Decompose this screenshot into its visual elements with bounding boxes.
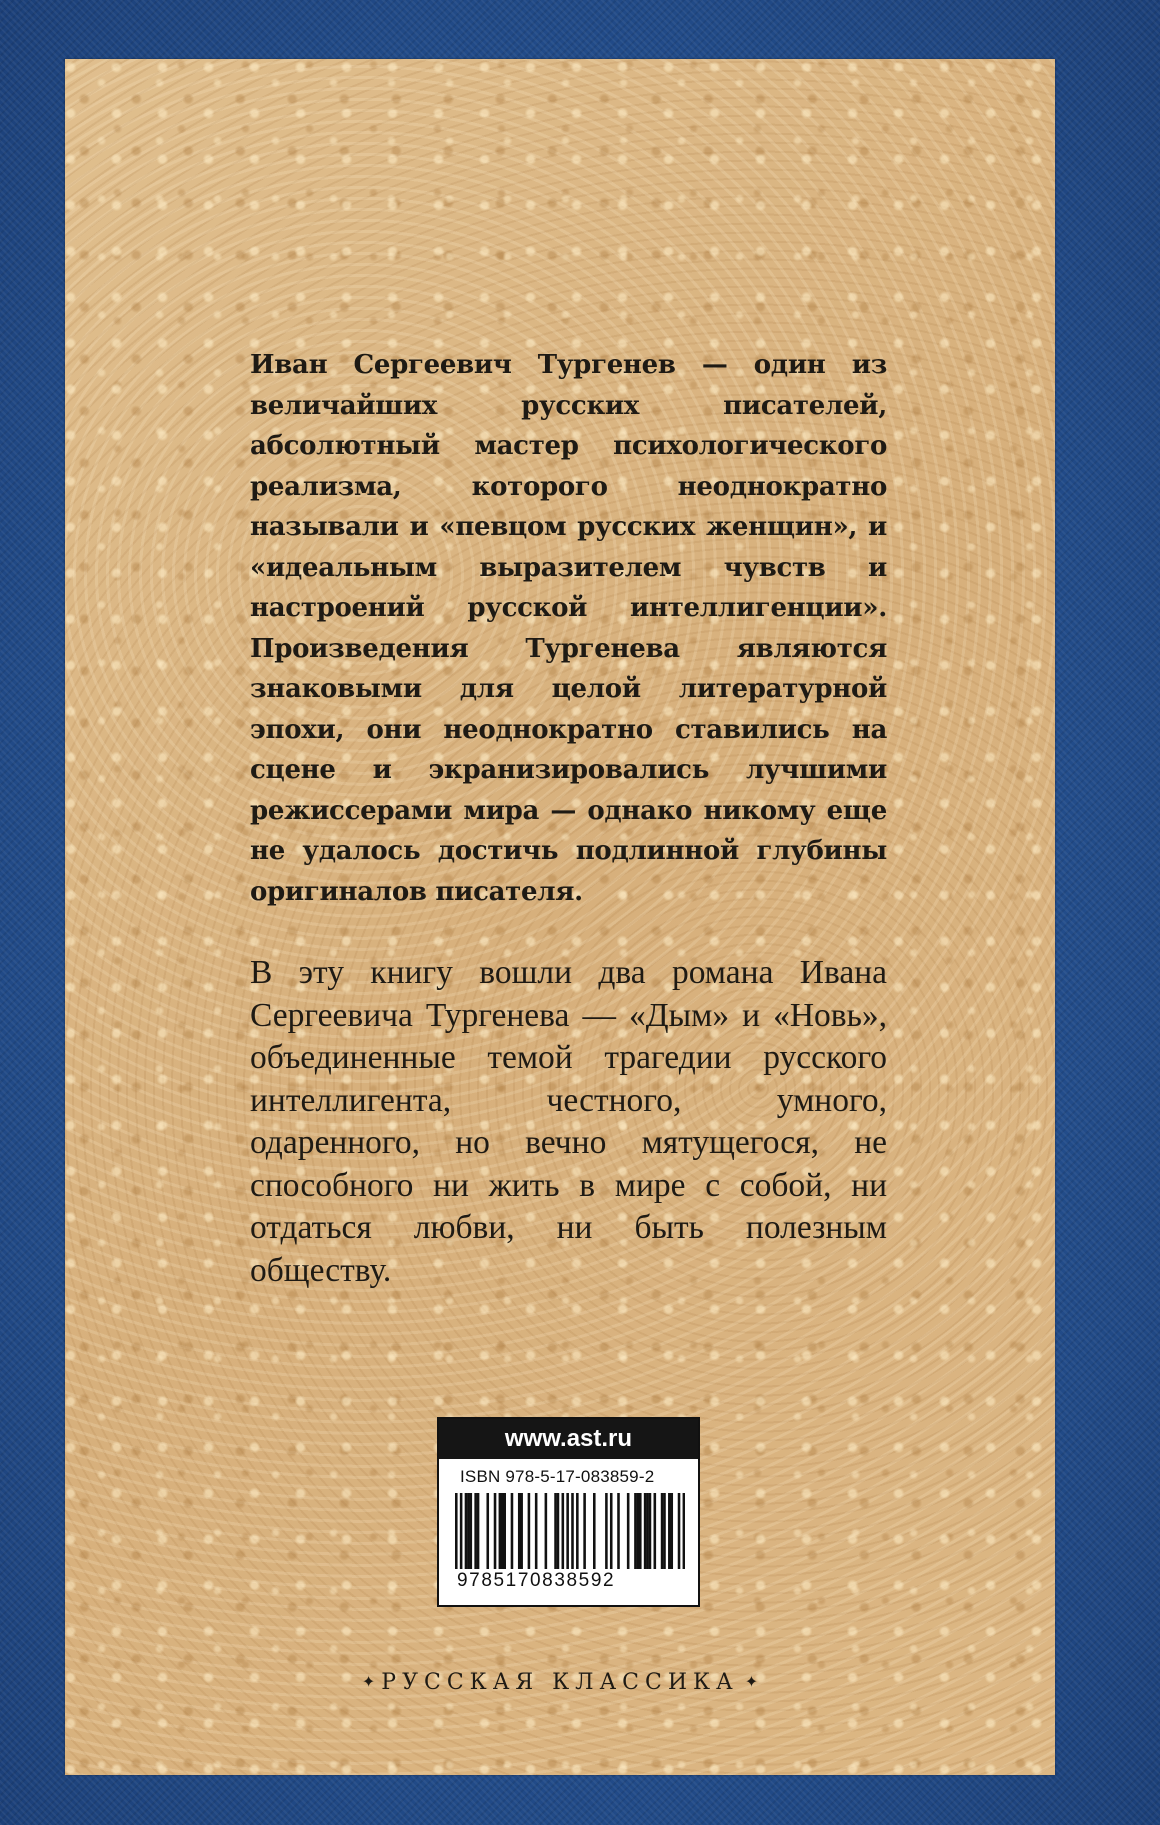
barcode-bar	[610, 1493, 613, 1569]
series-footer	[270, 1670, 850, 1695]
barcode-bar	[661, 1493, 664, 1569]
barcode-bar	[566, 1493, 569, 1569]
isbn-label: ISBN 978-5-17-083859-2	[460, 1467, 655, 1486]
barcode-bar	[637, 1493, 640, 1569]
barcode-bar	[649, 1493, 652, 1569]
barcode-bar	[470, 1493, 473, 1569]
barcode-bar	[518, 1493, 521, 1569]
barcode-block	[437, 1417, 700, 1607]
barcode-bar	[545, 1493, 548, 1569]
barcode-bar	[583, 1493, 586, 1569]
barcode-bar	[576, 1493, 579, 1569]
barcode-bar	[571, 1493, 574, 1569]
annotation-text	[250, 345, 887, 1292]
barcode-bar	[605, 1493, 608, 1569]
barcode-bar	[465, 1493, 468, 1569]
barcode-bar	[535, 1493, 538, 1569]
barcode-bar	[670, 1493, 673, 1569]
barcode-bar	[477, 1493, 480, 1569]
barcode-bar	[627, 1493, 630, 1569]
barcode-bar	[678, 1493, 681, 1569]
barcode-bar	[460, 1493, 463, 1569]
barcode-bar	[668, 1493, 671, 1569]
barcode-bar	[494, 1493, 497, 1569]
barcode-bar	[562, 1493, 565, 1569]
barcode-bar	[683, 1493, 685, 1569]
barcode-bar	[503, 1493, 506, 1569]
book-description: В эту книгу вошли два романа Ивана Сергеевича Тургенева — «Дым» и «Новь», объединенные темой трагедии русского интеллигента, честного, умного, одаренного, но вечно мятущегося, не способного ни жить в мире с собой, ни отдаться любви, ни быть полезным обществу.	[250, 954, 887, 1289]
barcode	[455, 1493, 685, 1569]
barcode-bar	[486, 1493, 489, 1569]
ornament-left-icon: ✦	[361, 1672, 376, 1691]
barcode-bar	[557, 1493, 560, 1569]
ornament-right-icon: ✦	[744, 1672, 759, 1691]
barcode-bar	[455, 1493, 458, 1569]
barcode-bar	[644, 1493, 647, 1569]
publisher-url: www.ast.ru	[439, 1419, 698, 1459]
barcode-bar	[520, 1493, 523, 1569]
series-title: РУССКАЯ КЛАССИКА	[381, 1670, 739, 1695]
barcode-bar	[639, 1493, 642, 1569]
barcode-bar	[499, 1493, 502, 1569]
barcode-digits: 9785170838592	[457, 1570, 616, 1591]
barcode-bar	[634, 1493, 637, 1569]
barcode-bar	[593, 1493, 596, 1569]
author-description: Иван Сергеевич Тургенев — один из величайших русских писателей, абсолютный мастер психологического реализма, которого неоднократно называли и «певцом русских женщин», и «идеальным выразителем чувств и настроений русской интеллигенции». Произведения Тургенева являются знаковыми для целой литературной эпохи, они неоднократно ставились на сцене и экранизировались лучшими режиссерами мира — однако никому еще не удалось достичь подлинной глубины оригиналов писателя.	[250, 350, 887, 907]
barcode-bar	[646, 1493, 649, 1569]
barcode-bar	[554, 1493, 557, 1569]
barcode-bar	[617, 1493, 620, 1569]
barcode-bar	[663, 1493, 666, 1569]
barcode-bar	[528, 1493, 531, 1569]
barcode-bar	[511, 1493, 514, 1569]
barcode-bar	[467, 1493, 470, 1569]
barcode-bar	[474, 1493, 477, 1569]
barcode-bar	[654, 1493, 657, 1569]
barcode-bar	[501, 1493, 504, 1569]
